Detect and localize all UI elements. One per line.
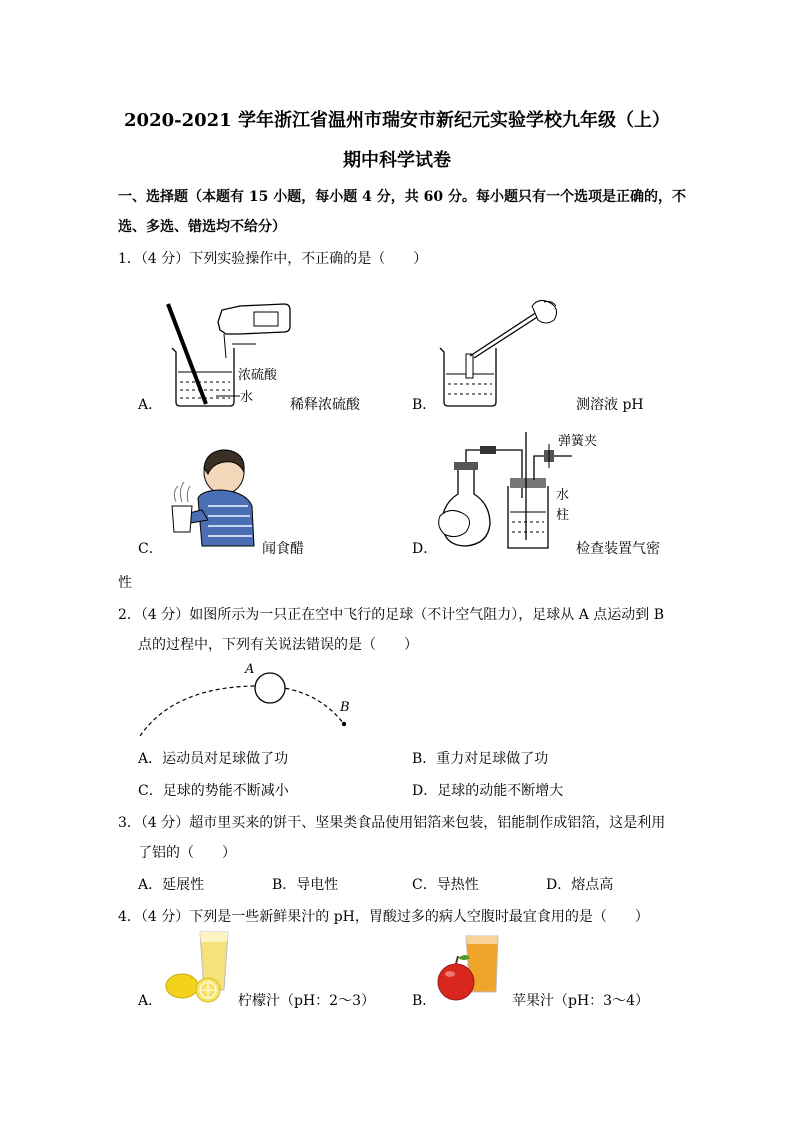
q1-b-figure-ph-test (436, 300, 566, 410)
q1-stem: 1．（4 分）下列实验操作中，不正确的是（ ） (118, 251, 428, 267)
q2-stem-line2: 点的过程中，下列有关说法错误的是（ ） (138, 637, 418, 653)
q3-stem-line2: 了铝的（ ） (138, 845, 236, 861)
q3-stem-line1: 3．（4 分）超市里买来的饼干、坚果类食品使用铝箔来包装，铝能制作成铝箔，这是利用 (118, 815, 666, 831)
q3-option-c: C．导热性 (412, 877, 479, 893)
q2-option-a: A．运动员对足球做了功 (138, 751, 289, 767)
q4-option-a-caption: 柠檬汁（pH：2～3） (238, 993, 375, 1009)
q1-option-c-letter: C． (138, 541, 163, 557)
q3-option-a: A．延展性 (138, 877, 205, 893)
q4-option-a-letter: A． (138, 993, 163, 1009)
exam-title-line1: 2020-2021 学年浙江省温州市瑞安市新纪元实验学校九年级（上） (124, 110, 670, 131)
q1-option-a-letter: A． (138, 397, 163, 413)
q1-option-b-caption: 测溶液 pH (576, 397, 644, 413)
q1-a-figure-dilution (160, 300, 300, 410)
q1-option-d-letter: D． (412, 541, 438, 557)
q4-option-b-letter: B． (412, 993, 437, 1009)
q1-d-label-water: 水 (556, 488, 570, 503)
q2-option-b: B．重力对足球做了功 (412, 751, 549, 767)
q4-a-figure-lemon-juice (164, 930, 236, 1004)
q3-option-b: B．导电性 (272, 877, 339, 893)
q1-d-label-column: 柱 (556, 508, 570, 523)
q1-c-figure-smelling (162, 446, 262, 546)
football (255, 673, 285, 703)
q2-point-a-label: A (245, 662, 255, 677)
q1-option-b-letter: B． (412, 397, 437, 413)
q2-stem-line1: 2．（4 分）如图所示为一只正在空中飞行的足球（不计空气阻力），足球从 A 点运动到 B (118, 607, 665, 623)
q2-option-d: D．足球的动能不断增大 (412, 783, 564, 799)
q1-option-d-caption: 检查装置气密 (576, 541, 660, 557)
q1-option-d-caption-wrap: 性 (118, 575, 132, 591)
q1-option-a-caption: 稀释浓硫酸 (290, 397, 360, 413)
q4-b-figure-apple-juice (436, 934, 504, 1004)
q3-option-d: D．熔点高 (546, 877, 614, 893)
q2-option-c: C．足球的势能不断减小 (138, 783, 289, 799)
q1-a-label-water: 水 (240, 390, 254, 405)
q2-point-b-label: B (340, 700, 350, 715)
q1-d-label-clamp: 弹簧夹 (558, 434, 598, 449)
q4-option-b-caption: 苹果汁（pH：3～4） (512, 993, 649, 1009)
section-heading-line2: 选、多选、错选均不给分） (118, 219, 286, 235)
q1-option-c-caption: 闻食醋 (262, 541, 304, 557)
section-heading-line1: 一、选择题（本题有 15 小题，每小题 4 分，共 60 分。每小题只有一个选项是正确的，不 (118, 189, 686, 205)
q4-stem: 4．（4 分）下列是一些新鲜果汁的 pH，胃酸过多的病人空腹时最宜食用的是（ ） (118, 909, 649, 925)
q1-a-label-acid: 浓硫酸 (238, 368, 278, 383)
exam-title-line2: 期中科学试卷 (343, 150, 451, 171)
